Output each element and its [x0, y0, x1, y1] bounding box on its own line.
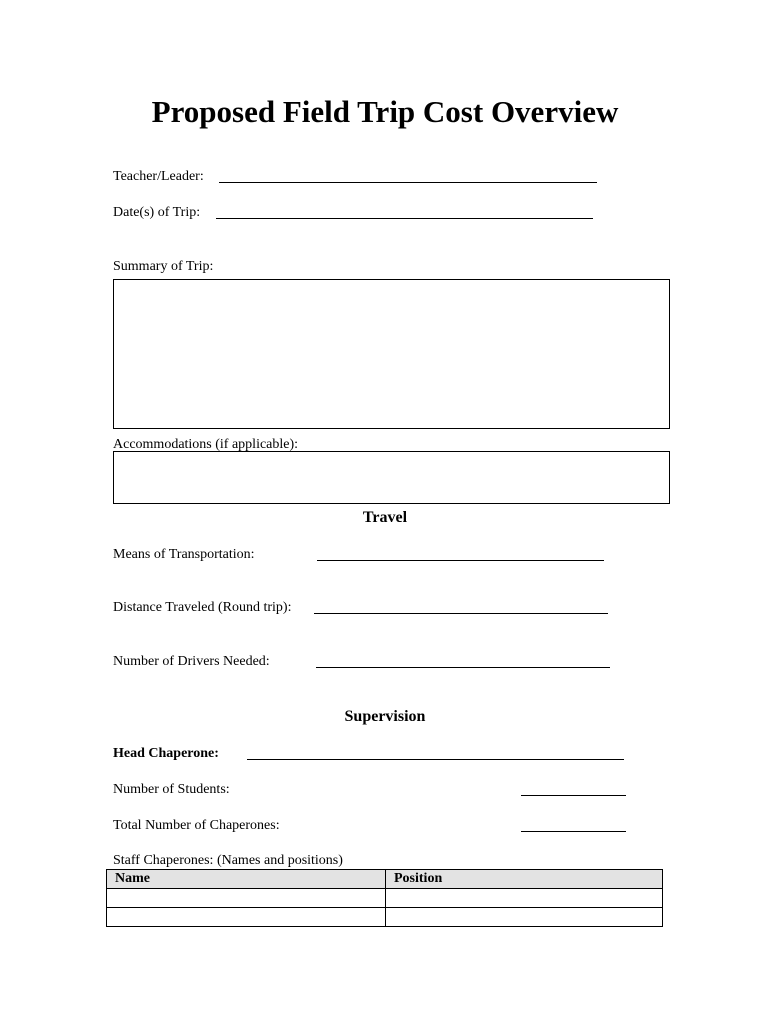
accommodations-label: Accommodations (if applicable):	[113, 437, 299, 452]
position-cell[interactable]	[386, 889, 663, 908]
position-column-header: Position	[386, 870, 663, 889]
name-cell[interactable]	[107, 908, 386, 927]
staff-chaperones-label: Staff Chaperones: (Names and positions)	[113, 853, 343, 868]
accommodations-box[interactable]	[113, 451, 670, 504]
dates-of-trip-label: Date(s) of Trip:	[113, 205, 201, 220]
teacher-leader-label: Teacher/Leader:	[113, 169, 204, 184]
number-of-students-label: Number of Students:	[113, 782, 230, 797]
summary-of-trip-box[interactable]	[113, 279, 670, 429]
page-title: Proposed Field Trip Cost Overview	[151, 94, 619, 129]
means-of-transportation-field[interactable]	[317, 560, 604, 561]
table-header-row	[107, 870, 663, 889]
distance-traveled-label: Distance Traveled (Round trip):	[113, 600, 292, 615]
total-chaperones-label: Total Number of Chaperones:	[113, 818, 280, 833]
head-chaperone-field[interactable]	[247, 759, 624, 760]
dates-of-trip-field[interactable]	[216, 218, 593, 219]
travel-heading: Travel	[362, 509, 408, 526]
head-chaperone-label: Head Chaperone:	[113, 746, 219, 761]
total-chaperones-field[interactable]	[521, 831, 626, 832]
table-row	[107, 889, 663, 908]
number-of-drivers-label: Number of Drivers Needed:	[113, 654, 270, 669]
staff-chaperones-table	[106, 869, 663, 927]
distance-traveled-field[interactable]	[314, 613, 608, 614]
supervision-heading: Supervision	[344, 708, 426, 725]
number-of-students-field[interactable]	[521, 795, 626, 796]
table-row	[107, 908, 663, 927]
summary-of-trip-label: Summary of Trip:	[113, 259, 214, 274]
teacher-leader-field[interactable]	[219, 182, 597, 183]
name-column-header: Name	[107, 870, 386, 889]
number-of-drivers-field[interactable]	[316, 667, 610, 668]
position-cell[interactable]	[386, 908, 663, 927]
means-of-transportation-label: Means of Transportation:	[113, 547, 255, 562]
name-cell[interactable]	[107, 889, 386, 908]
